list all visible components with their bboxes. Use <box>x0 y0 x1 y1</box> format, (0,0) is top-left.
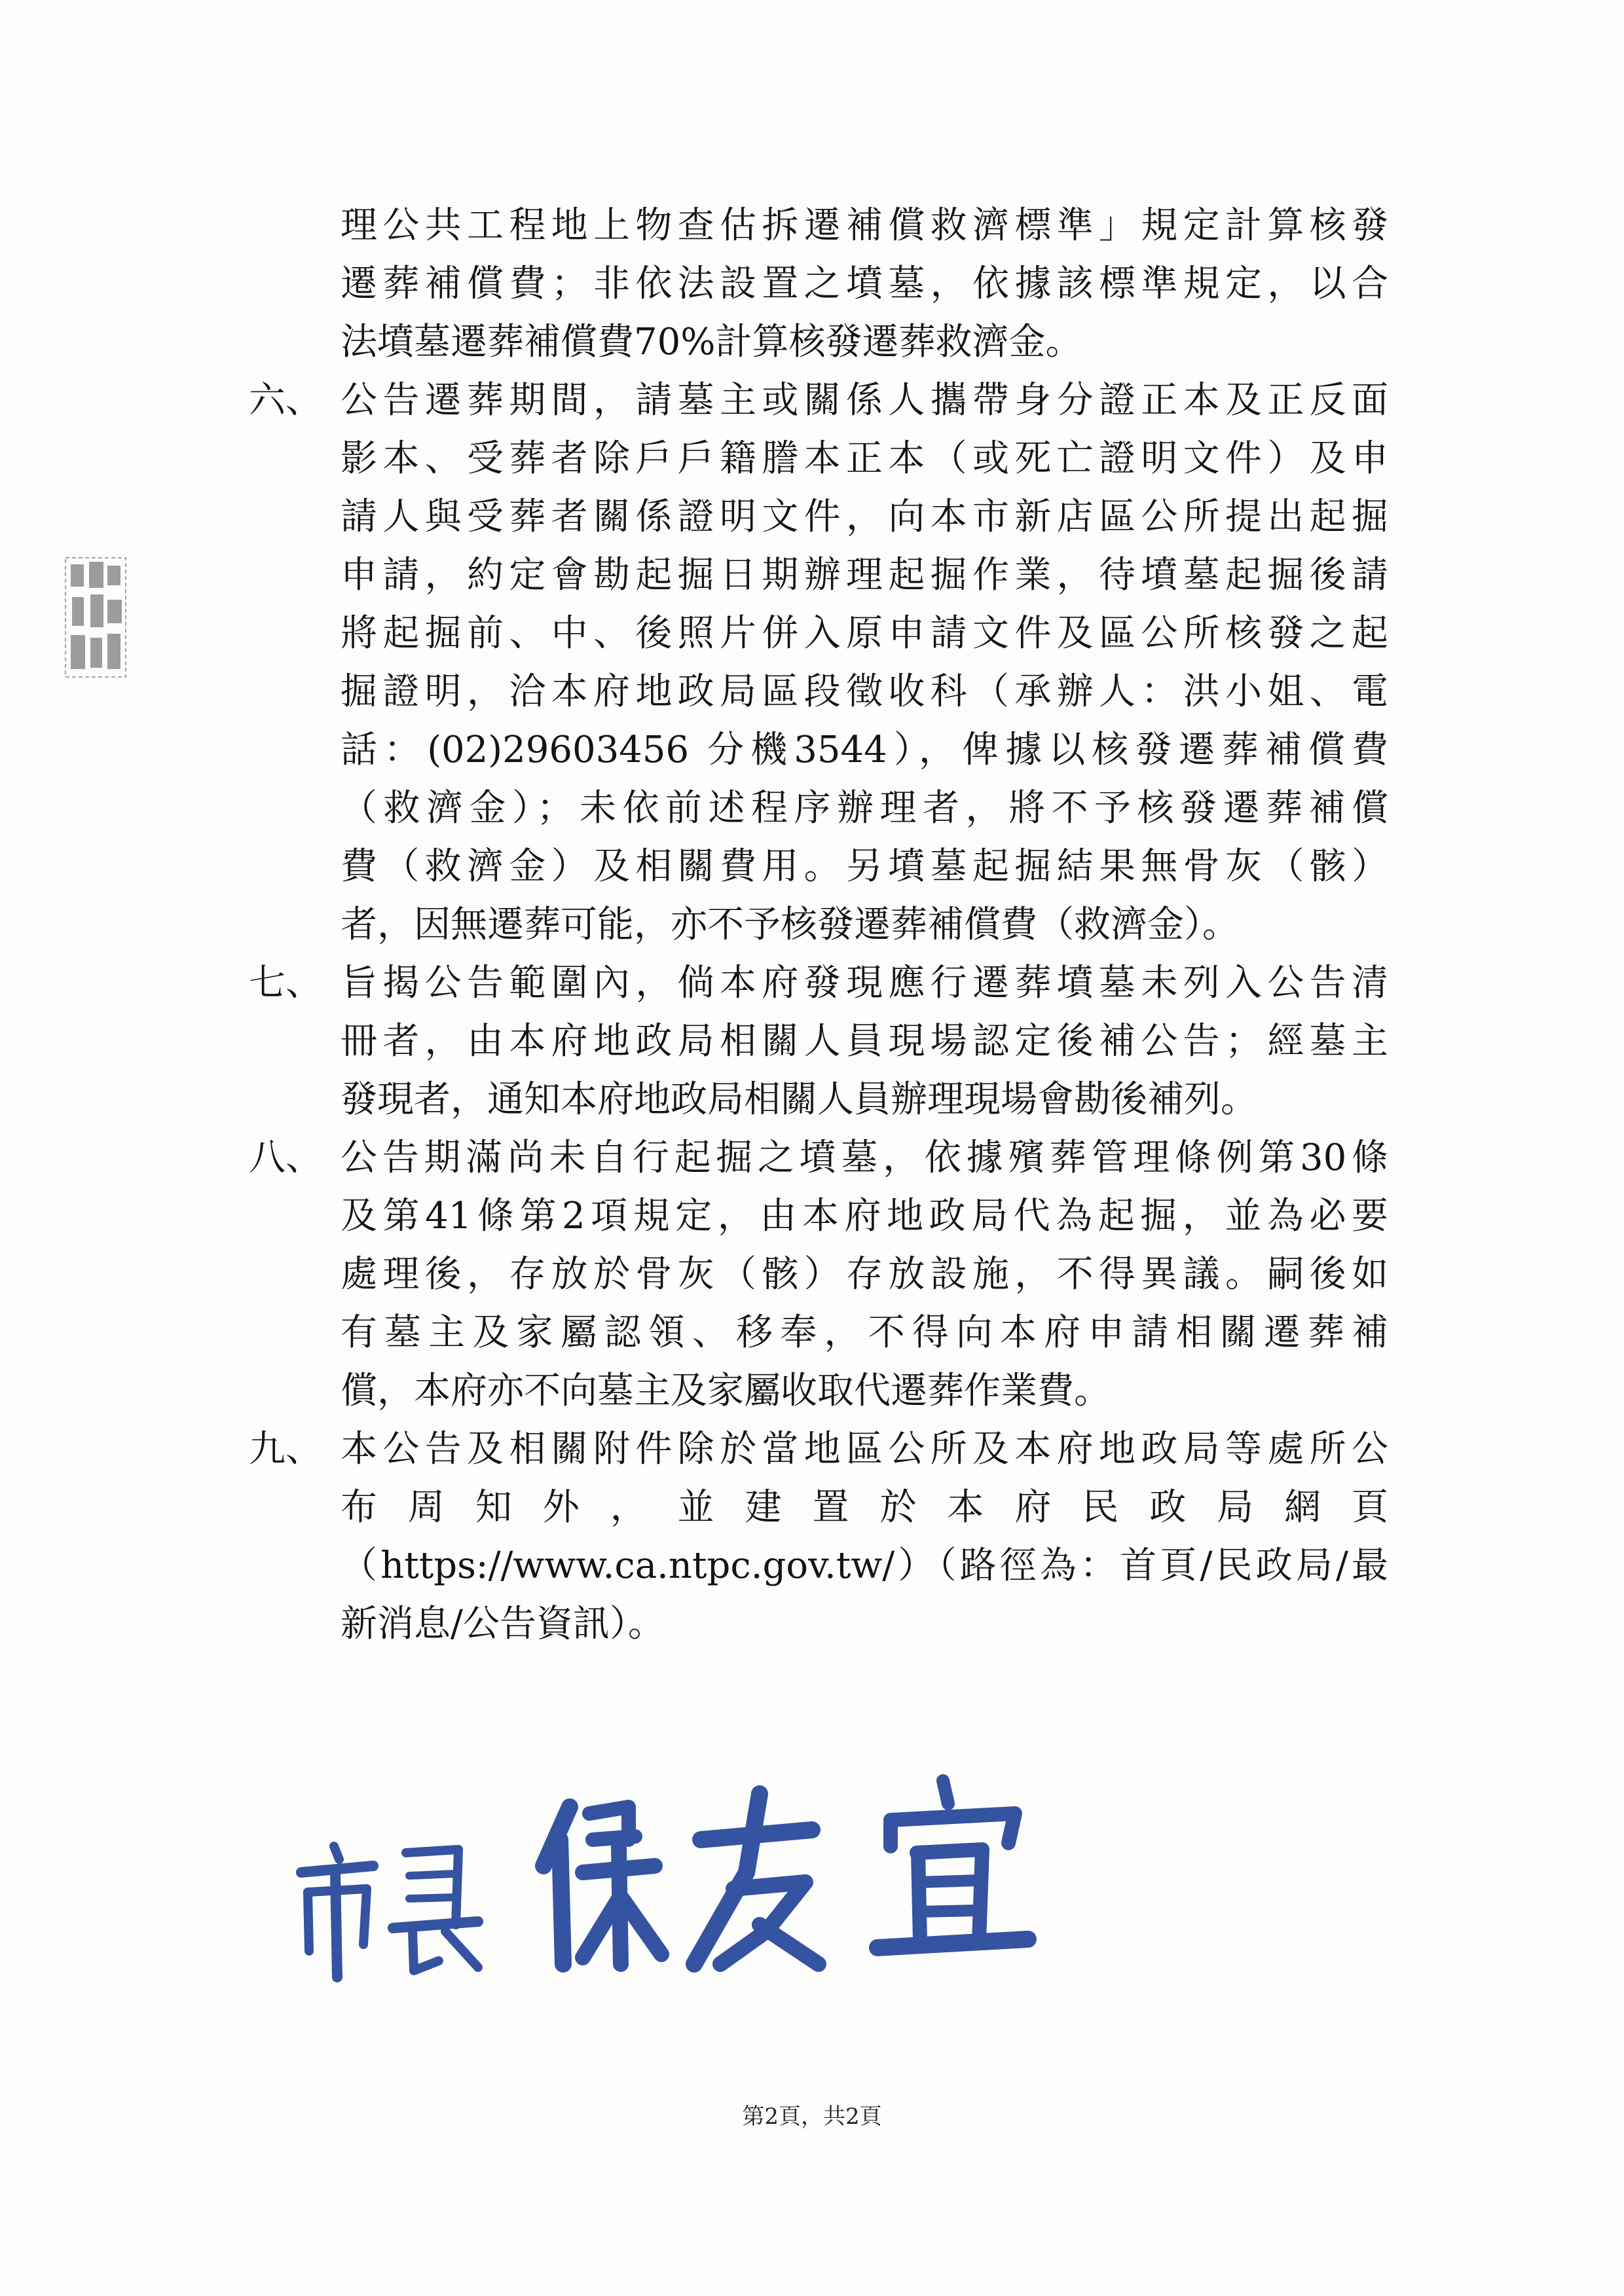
item-nine-line: （https://www.ca.ntpc.gov.tw/）（路徑為：首頁/民政局/最 <box>341 1544 1388 1587</box>
item-six-line: 請人與受葬者關係證明文件，向本市新店區公所提出起掘 <box>341 496 1388 538</box>
mayor-signature <box>262 1768 1113 1984</box>
item-six-line: 將起掘前、中、後照片併入原申請文件及區公所核發之起 <box>341 612 1388 655</box>
item-marker: 九、 <box>249 1428 322 1470</box>
item-eight-line: 有墓主及家屬認領、移奉，不得向本府申請相關遷葬補 <box>341 1311 1388 1354</box>
item-seven-line: 冊者，由本府地政局相關人員現場認定後補公告；經墓主 <box>341 1020 1388 1063</box>
intro-line: 法墳墓遷葬補償費70%計算核發遷葬救濟金。 <box>341 321 1082 363</box>
item-seven-line: 發現者，通知本府地政局相關人員辦理現場會勘後補列。 <box>341 1078 1257 1121</box>
item-six-line: （救濟金）；未依前述程序辦理者，將不予核發遷葬補償 <box>341 787 1388 829</box>
item-text: 公告遷葬期間，請墓主或關係人攜帶身分證正本及正反面 <box>341 379 1388 422</box>
item-nine-line <box>249 1420 1388 1478</box>
item-eight-line <box>249 1129 1388 1187</box>
item-eight-line: 償，本府亦不向墓主及家屬收取代遷葬作業費。 <box>341 1370 1111 1412</box>
item-marker: 六、 <box>249 379 322 422</box>
item-marker: 八、 <box>249 1137 322 1179</box>
item-eight-line: 及第41條第2項規定，由本府地政局代為起掘，並為必要 <box>341 1195 1388 1237</box>
item-text: 本公告及相關附件除於當地區公所及本府地政局等處所公 <box>341 1428 1388 1470</box>
item-nine-line: 布周知外，並建置於本府民政局網頁 <box>341 1486 1388 1529</box>
item-nine-line: 新消息/公告資訊）。 <box>341 1603 665 1645</box>
item-eight-line: 處理後，存放於骨灰（骸）存放設施，不得異議。嗣後如 <box>341 1253 1388 1296</box>
item-six-line: 影本、受葬者除戶戶籍謄本正本（或死亡證明文件）及申 <box>341 437 1388 480</box>
seam-seal-stamp <box>64 556 127 678</box>
item-marker: 七、 <box>249 962 322 1004</box>
item-six-line: 申請，約定會勘起掘日期辦理起掘作業，待墳墓起掘後請 <box>341 554 1388 596</box>
item-six-line: 費（救濟金）及相關費用。另墳墓起掘結果無骨灰（骸） <box>341 845 1388 888</box>
item-text: 公告期滿尚未自行起掘之墳墓，依據殯葬管理條例第30條 <box>341 1137 1388 1179</box>
intro-line: 遷葬補償費；非依法設置之墳墓，依據該標準規定，以合 <box>341 263 1388 305</box>
item-six-line: 掘證明，洽本府地政局區段徵收科（承辦人：洪小姐、電 <box>341 670 1388 713</box>
page-number: 第2頁，共2頁 <box>742 2104 882 2130</box>
item-six-line <box>249 371 1388 429</box>
announcement-body <box>249 196 1388 1653</box>
item-six-line: 話：(02)29603456 分機3544），俾據以核發遷葬補償費 <box>341 729 1388 771</box>
intro-line: 理公共工程地上物查估拆遷補償救濟標準」規定計算核發 <box>341 204 1388 247</box>
item-text: 旨揭公告範圍內，倘本府發現應行遷葬墳墓未列入公告清 <box>341 962 1388 1004</box>
item-seven-line <box>249 954 1388 1012</box>
item-six-line: 者，因無遷葬可能，亦不予核發遷葬補償費（救濟金）。 <box>341 903 1239 946</box>
